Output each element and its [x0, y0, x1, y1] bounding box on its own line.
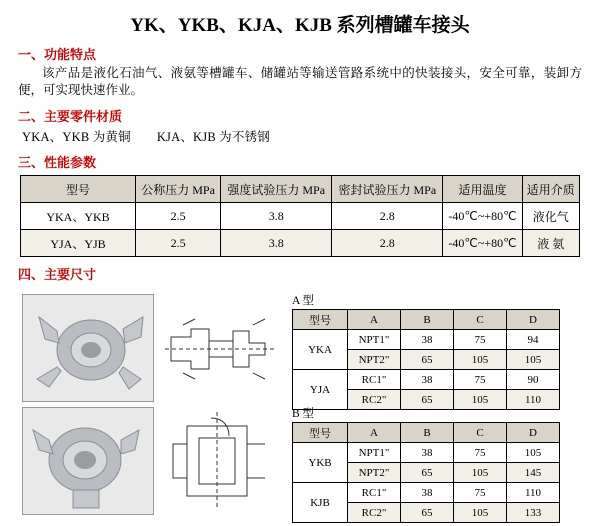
- dimA-r3-c4: 110: [507, 390, 560, 410]
- perf-r0-c3: 2.8: [332, 203, 443, 230]
- dimA-r2-model: YJA: [293, 370, 348, 410]
- dimA-r2-c4: 90: [507, 370, 560, 390]
- dimA-r0-c1: NPT1": [348, 330, 401, 350]
- dimB-col-4: D: [507, 423, 560, 443]
- dimA-col-0: 型号: [293, 310, 348, 330]
- dimA-col-1: A: [348, 310, 401, 330]
- perf-r1-c4: -40℃~+80℃: [443, 230, 522, 257]
- dimB-r3-c2: 65: [401, 503, 454, 523]
- section-heading-materials: 二、主要零件材质: [18, 109, 123, 124]
- perf-col-0: 型号: [21, 176, 136, 203]
- dimB-col-3: C: [454, 423, 507, 443]
- dimension-table-a: [292, 309, 560, 410]
- dimA-r0-c2: 38: [401, 330, 454, 350]
- photo-type-a: [22, 294, 154, 402]
- table-row: [293, 483, 560, 503]
- perf-r1-c1: 2.5: [136, 230, 221, 257]
- dimB-r1-c4: 145: [507, 463, 560, 483]
- dimB-col-0: 型号: [293, 423, 348, 443]
- table-row: [293, 370, 560, 390]
- drawing-type-b-graphic: [161, 408, 281, 514]
- dimB-col-2: B: [401, 423, 454, 443]
- materials-left: YKA、YKB 为黄铜: [22, 130, 131, 144]
- perf-r1-c0: YJA、YJB: [21, 230, 136, 257]
- type-b-label: B 型: [292, 408, 315, 420]
- perf-col-4: 适用温度: [443, 176, 522, 203]
- dimension-table-b: [292, 422, 560, 523]
- dimB-r0-c2: 38: [401, 443, 454, 463]
- features-paragraph: 该产品是液化石油气、液氨等槽罐车、储罐站等输送管路系统中的快装接头，安全可靠，装卸方便，可实现快速作业。: [18, 66, 582, 97]
- table-row: [293, 330, 560, 350]
- dimB-r3-c1: RC2": [348, 503, 401, 523]
- performance-table: [20, 175, 580, 257]
- dimB-r0-model: YKB: [293, 443, 348, 483]
- dimB-r2-c1: RC1": [348, 483, 401, 503]
- section-heading-dimensions: 四、主要尺寸: [18, 267, 97, 282]
- dimB-r0-c4: 105: [507, 443, 560, 463]
- document-page: [0, 10, 600, 526]
- drawing-type-b: [160, 407, 282, 515]
- dimB-r0-c3: 75: [454, 443, 507, 463]
- dimA-r2-c3: 75: [454, 370, 507, 390]
- perf-r0-c0: YKA、YKB: [21, 203, 136, 230]
- dimB-r2-model: KJB: [293, 483, 348, 523]
- drawing-type-a: [160, 294, 282, 402]
- perf-col-2: 强度试验压力 MPa: [221, 176, 332, 203]
- dimA-r3-c2: 65: [401, 390, 454, 410]
- section-heading-performance: 三、性能参数: [18, 155, 97, 170]
- perf-col-1: 公称压力 MPa: [136, 176, 221, 203]
- drawing-type-a-graphic: [161, 295, 281, 401]
- perf-r0-c4: -40℃~+80℃: [443, 203, 522, 230]
- dimB-r1-c3: 105: [454, 463, 507, 483]
- table-row: [293, 443, 560, 463]
- table-header-row: [293, 423, 560, 443]
- materials-line: [22, 127, 600, 145]
- dimB-r3-c4: 133: [507, 503, 560, 523]
- dimA-r1-c1: NPT2": [348, 350, 401, 370]
- perf-col-5: 适用介质: [522, 176, 579, 203]
- dimA-r2-c1: RC1": [348, 370, 401, 390]
- perf-r0-c1: 2.5: [136, 203, 221, 230]
- dimA-r0-model: YKA: [293, 330, 348, 370]
- photo-type-b-graphic: [23, 408, 153, 514]
- photo-type-a-graphic: [23, 295, 153, 401]
- dimB-r0-c1: NPT1": [348, 443, 401, 463]
- dimA-r1-c2: 65: [401, 350, 454, 370]
- perf-col-3: 密封试验压力 MPa: [332, 176, 443, 203]
- perf-r0-c5: 液化气: [522, 203, 579, 230]
- perf-r1-c3: 2.8: [332, 230, 443, 257]
- dimB-r2-c2: 38: [401, 483, 454, 503]
- photo-type-b: [22, 407, 154, 515]
- perf-r1-c5: 液 氨: [522, 230, 579, 257]
- dimA-col-4: D: [507, 310, 560, 330]
- perf-r0-c2: 3.8: [221, 203, 332, 230]
- section-heading-features: 一、功能特点: [18, 47, 97, 62]
- dimB-r1-c1: NPT2": [348, 463, 401, 483]
- table-row: [21, 203, 580, 230]
- table-header-row: [21, 176, 580, 203]
- dimA-r3-c1: RC2": [348, 390, 401, 410]
- materials-right: KJA、KJB 为不锈钢: [156, 130, 270, 144]
- dimB-r2-c4: 110: [507, 483, 560, 503]
- page-title: YK、YKB、KJA、KJB 系列槽罐车接头: [130, 15, 470, 36]
- dimA-r3-c3: 105: [454, 390, 507, 410]
- dimB-r1-c2: 65: [401, 463, 454, 483]
- table-header-row: [293, 310, 560, 330]
- perf-r1-c2: 3.8: [221, 230, 332, 257]
- dimA-r0-c3: 75: [454, 330, 507, 350]
- type-a-label: A 型: [292, 295, 315, 307]
- table-row: [21, 230, 580, 257]
- dimA-r0-c4: 94: [507, 330, 560, 350]
- dimA-r2-c2: 38: [401, 370, 454, 390]
- dimA-r1-c4: 105: [507, 350, 560, 370]
- dimA-col-3: C: [454, 310, 507, 330]
- dimA-col-2: B: [401, 310, 454, 330]
- dimA-r1-c3: 105: [454, 350, 507, 370]
- dimB-col-1: A: [348, 423, 401, 443]
- dimB-r2-c3: 75: [454, 483, 507, 503]
- dimB-r3-c3: 105: [454, 503, 507, 523]
